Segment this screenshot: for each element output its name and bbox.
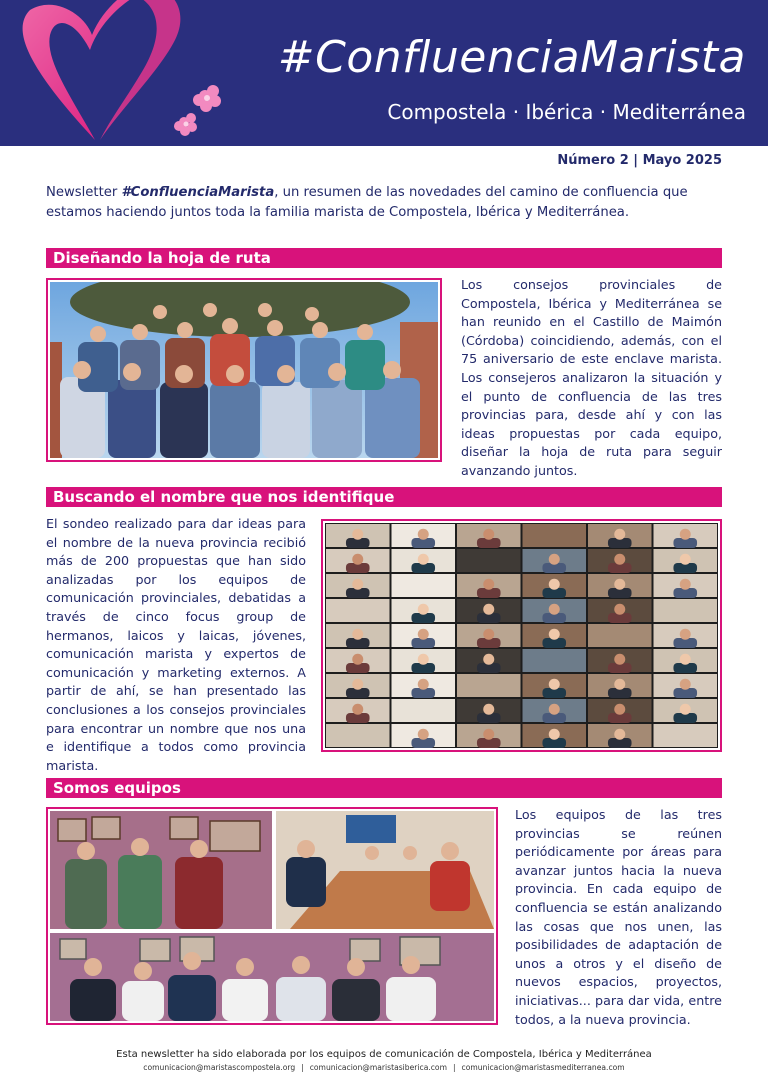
video-tile bbox=[588, 699, 652, 723]
section-title: Buscando el nombre que nos identifique bbox=[53, 488, 395, 506]
teams-collage-image bbox=[50, 811, 494, 1021]
video-tile bbox=[523, 649, 587, 672]
video-tile bbox=[392, 599, 456, 623]
video-call-grid-image bbox=[325, 523, 718, 748]
video-tile bbox=[588, 674, 652, 698]
video-tile bbox=[326, 524, 390, 548]
email-mediterranea[interactable]: comunicacion@maristasmediterranea.com bbox=[461, 1063, 625, 1072]
video-tile bbox=[654, 549, 718, 573]
group-photo-image bbox=[50, 282, 438, 458]
video-tile bbox=[326, 599, 390, 622]
video-tile bbox=[654, 574, 718, 598]
section-title: Diseñando la hoja de ruta bbox=[53, 249, 271, 267]
video-tile bbox=[523, 574, 587, 598]
photo-equipos-collage bbox=[46, 807, 498, 1025]
video-tile bbox=[654, 649, 718, 673]
video-tile bbox=[457, 724, 521, 748]
newsletter-title: #ConfluenciaMarista bbox=[277, 32, 746, 83]
video-tile bbox=[392, 649, 456, 673]
video-tile bbox=[588, 624, 652, 647]
intro-lead: Newsletter bbox=[46, 185, 122, 200]
video-tile bbox=[588, 599, 652, 623]
video-tile bbox=[457, 549, 521, 572]
video-tile bbox=[392, 549, 456, 573]
video-tile bbox=[654, 674, 718, 698]
header-banner bbox=[0, 0, 768, 146]
video-tile bbox=[654, 724, 718, 747]
video-tile bbox=[523, 599, 587, 623]
group-people bbox=[60, 334, 420, 458]
video-tile bbox=[654, 524, 718, 548]
video-tile bbox=[588, 649, 652, 673]
intro-rest: , un resumen de las novedades del camino de confluencia que estamos haciendo juntos toda la familia marista de Compostela, Ibérica y Mediterránea. bbox=[46, 185, 688, 220]
section-text-equipos: Los equipos de las tres provincias se reúnen periódicamente por áreas para avanzar juntos hacia la nueva provincia. En cada equipo de confluencia se están analizando las cosas que nos unen, las posibilidades de adaptación de unos a otros y el diseño de nuevos espacios, proyectos, iniciativas... para dar vida, entre todos, a la nueva provincia. bbox=[515, 807, 722, 1027]
video-tile bbox=[457, 699, 521, 723]
video-tile bbox=[457, 599, 521, 623]
email-iberica[interactable]: comunicacion@maristasiberica.com bbox=[309, 1063, 447, 1072]
video-tile bbox=[523, 674, 587, 698]
video-tile bbox=[523, 549, 587, 573]
video-tile bbox=[588, 724, 652, 748]
video-tile bbox=[392, 724, 456, 748]
video-tile bbox=[392, 674, 456, 698]
video-tile bbox=[392, 524, 456, 548]
video-tile bbox=[326, 574, 390, 598]
intro-hashtag: #ConfluenciaMarista bbox=[121, 185, 275, 200]
section-heading-nombre bbox=[46, 487, 722, 507]
video-tile bbox=[457, 574, 521, 598]
video-tile bbox=[588, 549, 652, 573]
flower-icon bbox=[174, 85, 221, 136]
video-tile bbox=[392, 699, 456, 722]
footer-emails: comunicacion@maristascompostela.org | comunicacion@maristasiberica.com | comunicacion@maristasmediterranea.com bbox=[143, 1063, 625, 1072]
video-tile bbox=[326, 549, 390, 573]
video-tile bbox=[523, 699, 587, 723]
video-tile bbox=[654, 624, 718, 648]
video-tile bbox=[326, 624, 390, 648]
section-text-hoja-de-ruta: Los consejos provinciales de Compostela, Ibérica y Mediterránea se han reunido en el Castillo de Maimón (Córdoba) coincidiendo, además, con el 75 aniversario de este enclave marista. Los consejeros analizaron la situación y el punto de confluencia de las tres provincias para, desde ahí y con las ideas propuestas por cada equipo, diseñar la hoja de ruta para seguir avanzando juntos. bbox=[461, 277, 722, 478]
issue-number: Número 2 | Mayo 2025 bbox=[557, 153, 722, 168]
video-tile bbox=[588, 574, 652, 598]
video-tile bbox=[654, 599, 718, 622]
video-tile bbox=[588, 524, 652, 548]
intro-paragraph bbox=[46, 183, 722, 223]
footer bbox=[0, 1049, 768, 1072]
photo-videoconferencia bbox=[321, 519, 722, 752]
video-tile bbox=[457, 649, 521, 673]
video-tile bbox=[523, 624, 587, 648]
section-heading-equipos bbox=[46, 778, 722, 798]
video-tile bbox=[392, 624, 456, 648]
section-heading-hoja-de-ruta bbox=[46, 248, 722, 268]
video-tile bbox=[392, 574, 456, 597]
marist-heart-logo bbox=[0, 0, 240, 146]
video-tile bbox=[326, 699, 390, 723]
footer-credit: Esta newsletter ha sido elaborada por los equipos de comunicación de Compostela, Ibérica y Mediterránea bbox=[116, 1049, 652, 1060]
video-tile bbox=[326, 649, 390, 673]
video-tile bbox=[523, 524, 587, 547]
section-text-nombre: El sondeo realizado para dar ideas para el nombre de la nueva provincia recibió más de 200 propuestas que han sido analizadas por los equipos de comunicación provinciales, debatidas a través de cinco focus group de hermanos, laicos y laicas, jóvenes, comunicación marista y expertos de comunicación y marketing externos. A partir de ahí, se han presentado las conclusiones a los consejos provinciales para encontrar un nombre que nos una e identifique a todos como provincia marista. bbox=[46, 516, 306, 773]
newsletter-subtitle: Compostela · Ibérica · Mediterránea bbox=[387, 100, 746, 124]
video-tile bbox=[326, 724, 390, 747]
email-compostela[interactable]: comunicacion@maristascompostela.org bbox=[143, 1063, 296, 1072]
photo-consejos-provinciales bbox=[46, 278, 442, 462]
video-tile bbox=[523, 724, 587, 748]
video-tile bbox=[654, 699, 718, 723]
video-tile bbox=[457, 674, 521, 697]
section-title: Somos equipos bbox=[53, 779, 181, 797]
video-tile bbox=[326, 674, 390, 698]
video-tile bbox=[457, 524, 521, 548]
video-tile bbox=[457, 624, 521, 648]
